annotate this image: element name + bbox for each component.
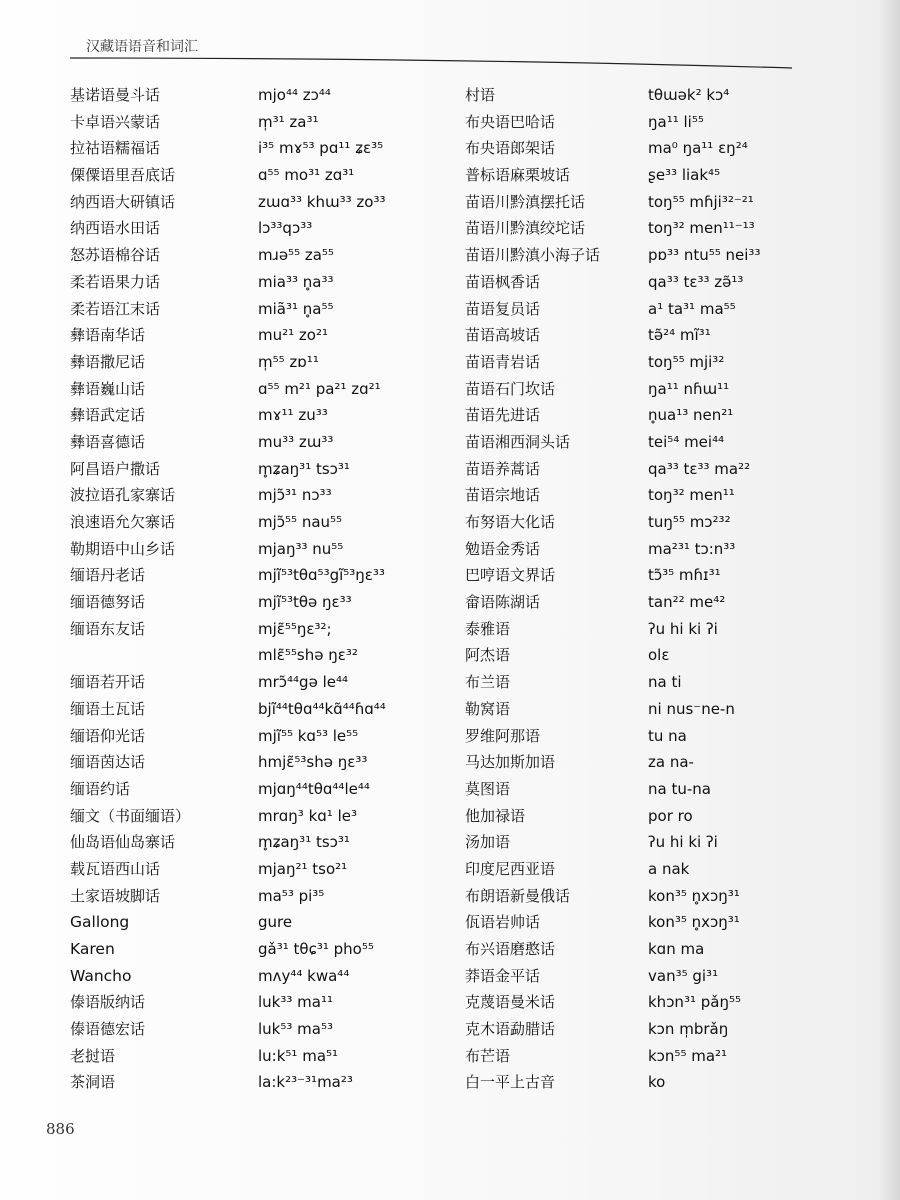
word-form: khɔn³¹ pǎŋ⁵⁵: [648, 993, 741, 1012]
word-form: zɯɑ³³ khɯ³³ zo³³: [258, 192, 386, 211]
word-form: mlɛ̃⁵⁵shə ŋɛ³²: [258, 646, 358, 665]
language-name: 缅文（书面缅语）: [70, 806, 191, 825]
language-name: 彝语喜德话: [70, 432, 146, 451]
word-form: bjĩ⁴⁴tθɑ⁴⁴kɑ̃⁴⁴ɦɑ⁴⁴: [258, 699, 386, 718]
right-word-column: [648, 82, 760, 1096]
language-name: 苗语先进话: [465, 406, 541, 425]
word-form: lu:k⁵¹ ma⁵¹: [258, 1046, 339, 1065]
word-form: ma⁰ ŋa¹¹ ɛŋ²⁴: [648, 139, 748, 158]
word-form: lɔ³³qɔ³³: [258, 219, 313, 238]
word-form: ʔu hi ki ʔi: [648, 833, 718, 852]
word-form: pɒ³³ ntu⁵⁵ nei³³: [648, 246, 761, 265]
word-form: na tu-na: [648, 779, 711, 798]
language-name: 克蔑语曼米话: [465, 993, 556, 1012]
language-name: 苗语养蒿话: [465, 459, 541, 478]
word-form: tu na: [648, 726, 687, 745]
language-name: 泰雅语: [465, 619, 511, 638]
language-name: 缅语丹老话: [70, 566, 146, 585]
language-name: Karen: [70, 940, 115, 958]
word-form: m̩³¹ za³¹: [258, 112, 319, 131]
language-name: 畲语陈湖话: [465, 593, 541, 612]
word-form: kɑn ma: [648, 940, 705, 958]
word-form: toŋ⁵⁵ mji³²: [648, 352, 725, 371]
language-name: Gallong: [70, 913, 130, 932]
word-form: za na-: [648, 753, 694, 772]
word-form: olɛ: [648, 646, 670, 665]
word-form: ko: [648, 1073, 666, 1092]
language-name: 汤加语: [465, 833, 511, 852]
word-form: ʂe³³ liak⁴⁵: [648, 166, 721, 185]
language-name: 苗语高坡话: [465, 326, 541, 345]
language-name: 布兰语: [465, 673, 511, 692]
language-name: 仙岛语仙岛寨话: [70, 833, 176, 852]
language-name: 苗语复员话: [465, 299, 541, 318]
language-name: 佤语岩帅话: [465, 913, 541, 932]
language-name: [70, 642, 190, 669]
word-form: i³⁵ mɤ⁵³ pɑ¹¹ ʑɛ³⁵: [258, 139, 384, 158]
language-name: 缅语仰光话: [70, 726, 146, 745]
language-name: 勒窝语: [465, 699, 511, 718]
word-form: mjĩ⁵³tθɑ⁵³gĩ⁵³ŋɛ³³: [258, 566, 385, 585]
language-name: 普标语麻栗坡话: [465, 166, 571, 185]
word-form: mjɛ̃⁵⁵ŋɛ³²;: [258, 619, 332, 638]
language-name: 缅语若开话: [70, 673, 146, 692]
language-name: 苗语川黔滇摆托话: [465, 192, 586, 211]
language-name: 布央语巴哈话: [465, 112, 556, 131]
language-name: 苗语青岩话: [465, 352, 541, 371]
language-name: 印度尼西亚语: [465, 859, 556, 878]
word-form: ɑ⁵⁵ m²¹ pa²¹ zɑ²¹: [258, 379, 381, 398]
word-form: mu²¹ zo²¹: [258, 326, 328, 345]
word-form: tə̃²⁴ mĩ³¹: [648, 326, 711, 345]
language-name: 拉祜语糯福话: [70, 139, 161, 158]
word-form: luk⁵³ ma⁵³: [258, 1020, 333, 1039]
word-form: mʌy⁴⁴ kwa⁴⁴: [258, 966, 350, 985]
language-name: 苗语枫香话: [465, 272, 541, 291]
word-form: mjɑŋ⁴⁴tθɑ⁴⁴le⁴⁴: [258, 779, 370, 798]
word-form: van³⁵ gi³¹: [648, 966, 719, 985]
word-form: mjĩ⁵⁵ kɑ⁵³ le⁵⁵: [258, 726, 359, 745]
language-name: 布兴语磨憨话: [465, 940, 556, 958]
word-form: m̥ʑaŋ³¹ tsɔ³¹: [258, 459, 350, 478]
language-name: 罗维阿那语: [465, 726, 541, 745]
language-name: 柔若语江末话: [70, 299, 161, 318]
language-name: 马达加斯加语: [465, 753, 556, 772]
language-name: 彝语巍山话: [70, 379, 146, 398]
page-number: 886: [46, 1120, 75, 1138]
word-form: mjo⁴⁴ zɔ⁴⁴: [258, 86, 331, 104]
language-name: 苗语石门坎话: [465, 379, 556, 398]
word-form: tɔ̃³⁵ mɦɪ³¹: [648, 566, 721, 585]
language-name: 缅语茵达话: [70, 753, 146, 772]
word-form: mɹə⁵⁵ za⁵⁵: [258, 246, 334, 265]
word-form: la:k²³⁻³¹ma²³: [258, 1073, 353, 1092]
word-form: ɑ⁵⁵ mo³¹ zɑ³¹: [258, 166, 355, 185]
language-name: 基诺语曼斗话: [70, 86, 161, 104]
word-form: kɔn⁵⁵ ma²¹: [648, 1046, 728, 1065]
language-name: 老挝语: [70, 1046, 116, 1065]
language-name: 彝语武定话: [70, 406, 146, 425]
word-form: gǎ³¹ tθɕ³¹ pho⁵⁵: [258, 940, 374, 958]
word-form: ma²³¹ tɔ:n³³: [648, 539, 736, 558]
word-form: ŋa¹¹ nɦɯ¹¹: [648, 379, 730, 398]
word-form: tei⁵⁴ mei⁴⁴: [648, 432, 725, 451]
right-language-column: [465, 82, 600, 1096]
language-name: 布朗语新曼俄话: [465, 886, 571, 905]
language-name: 缅语德努话: [70, 593, 146, 612]
word-form: mrɔ̃⁴⁴gə le⁴⁴: [258, 673, 348, 692]
word-form: kɔn m̩brǎŋ: [648, 1020, 729, 1039]
word-form: ni nus⁻ne-n: [648, 699, 735, 718]
word-form: ŋa¹¹ li⁵⁵: [648, 112, 704, 131]
word-form: toŋ³² men¹¹: [648, 486, 735, 505]
language-name: 莽语金平话: [465, 966, 541, 985]
language-name: 纳西语大研镇话: [70, 192, 176, 211]
word-form: mjĩ⁵³tθə ŋɛ³³: [258, 593, 352, 612]
word-form: a¹ ta³¹ ma⁵⁵: [648, 299, 736, 318]
word-form: luk³³ ma¹¹: [258, 993, 333, 1012]
left-language-column: [70, 82, 190, 1096]
language-name: 村语: [465, 86, 496, 104]
word-form: tθɯək² kɔ⁴: [648, 86, 730, 104]
language-name: Wancho: [70, 966, 132, 985]
language-name: 克木语勐腊话: [465, 1020, 556, 1039]
language-name: 柔若语果力话: [70, 272, 161, 291]
language-name: 阿昌语户撒话: [70, 459, 161, 478]
word-form: tan²² me⁴²: [648, 593, 726, 612]
language-name: 莫图语: [465, 779, 511, 798]
language-name: 怒苏语棉谷话: [70, 246, 161, 265]
word-form: kon³⁵ n̥xɔŋ³¹: [648, 913, 740, 932]
language-name: 傈僳语里吾底话: [70, 166, 176, 185]
language-name: 彝语撒尼话: [70, 352, 146, 371]
word-form: mɤ¹¹ zu³³: [258, 406, 328, 425]
language-name: 苗语宗地话: [465, 486, 541, 505]
word-form: toŋ³² men¹¹⁻¹³: [648, 219, 755, 238]
language-name: 阿杰语: [465, 646, 511, 665]
running-header: 汉藏语语音和词汇: [86, 39, 198, 55]
language-name: 缅语约话: [70, 779, 131, 798]
language-name: 茶洞语: [70, 1073, 116, 1092]
page-spine-shadow: [878, 0, 900, 1200]
word-form: mjaŋ²¹ tso²¹: [258, 859, 348, 878]
language-name: 浪速语允欠寨话: [70, 513, 176, 531]
language-name: 苗语川黔滇绞坨话: [465, 219, 586, 238]
word-form: tuŋ⁵⁵ mɔ²³²: [648, 513, 731, 531]
word-form: qa³³ tɛ³³ zə̃¹³: [648, 272, 744, 291]
word-form: mu³³ zɯ³³: [258, 432, 334, 451]
language-name: 巴哼语文界话: [465, 566, 556, 585]
language-name: 布央语郎架话: [465, 139, 556, 158]
language-name: 苗语川黔滇小海子话: [465, 246, 601, 265]
language-name: 土家语坡脚话: [70, 886, 161, 905]
word-form: mjaŋ³³ nu⁵⁵: [258, 539, 344, 558]
language-name: 苗语湘西洞头话: [465, 432, 571, 451]
word-form: mjɔ̃⁵⁵ nau⁵⁵: [258, 513, 343, 531]
left-word-column: [258, 82, 386, 1096]
language-name: 彝语南华话: [70, 326, 146, 345]
word-form: mjɔ̃³¹ nɔ³³: [258, 486, 332, 505]
language-name: 白一平上古音: [465, 1073, 556, 1092]
language-name: 傣语德宏话: [70, 1020, 146, 1039]
word-form: na ti: [648, 673, 682, 692]
language-name: 缅语东友话: [70, 619, 146, 638]
word-form: hmjɛ̃⁵³shə ŋɛ³³: [258, 753, 368, 772]
word-form: ma⁵³ pi³⁵: [258, 886, 325, 905]
language-name: 勉语金秀话: [465, 539, 541, 558]
word-form: m̩⁵⁵ zɒ¹¹: [258, 352, 319, 371]
word-form: a nak: [648, 859, 690, 878]
language-name: 纳西语水田话: [70, 219, 161, 238]
language-name: 他加禄语: [465, 806, 526, 825]
language-name: 载瓦语西山话: [70, 859, 161, 878]
word-form: mrɑŋ³ kɑ¹ le³: [258, 806, 357, 825]
language-name: 傣语版纳话: [70, 993, 146, 1012]
word-form: m̥ʑaŋ³¹ tsɔ³¹: [258, 833, 350, 852]
language-name: 布芒语: [465, 1046, 511, 1065]
word-form: kon³⁵ n̥xɔŋ³¹: [648, 886, 740, 905]
word-form: toŋ⁵⁵ mɦji³²⁻²¹: [648, 192, 754, 211]
language-name: 波拉语孔家寨话: [70, 486, 176, 505]
language-name: 卡卓语兴蒙话: [70, 112, 161, 131]
word-form: por ro: [648, 806, 693, 825]
word-form: mia³³ n̥a³³: [258, 272, 334, 291]
word-form: gure: [258, 913, 293, 932]
language-name: 勒期语中山乡话: [70, 539, 176, 558]
word-form: n̥ua¹³ nen²¹: [648, 406, 734, 425]
language-name: 布努语大化话: [465, 513, 556, 531]
word-form: miã³¹ n̥a⁵⁵: [258, 299, 334, 318]
word-form: qa³³ tɛ³³ ma²²: [648, 459, 751, 478]
word-form: ʔu hi ki ʔi: [648, 619, 718, 638]
language-name: 缅语土瓦话: [70, 699, 146, 718]
